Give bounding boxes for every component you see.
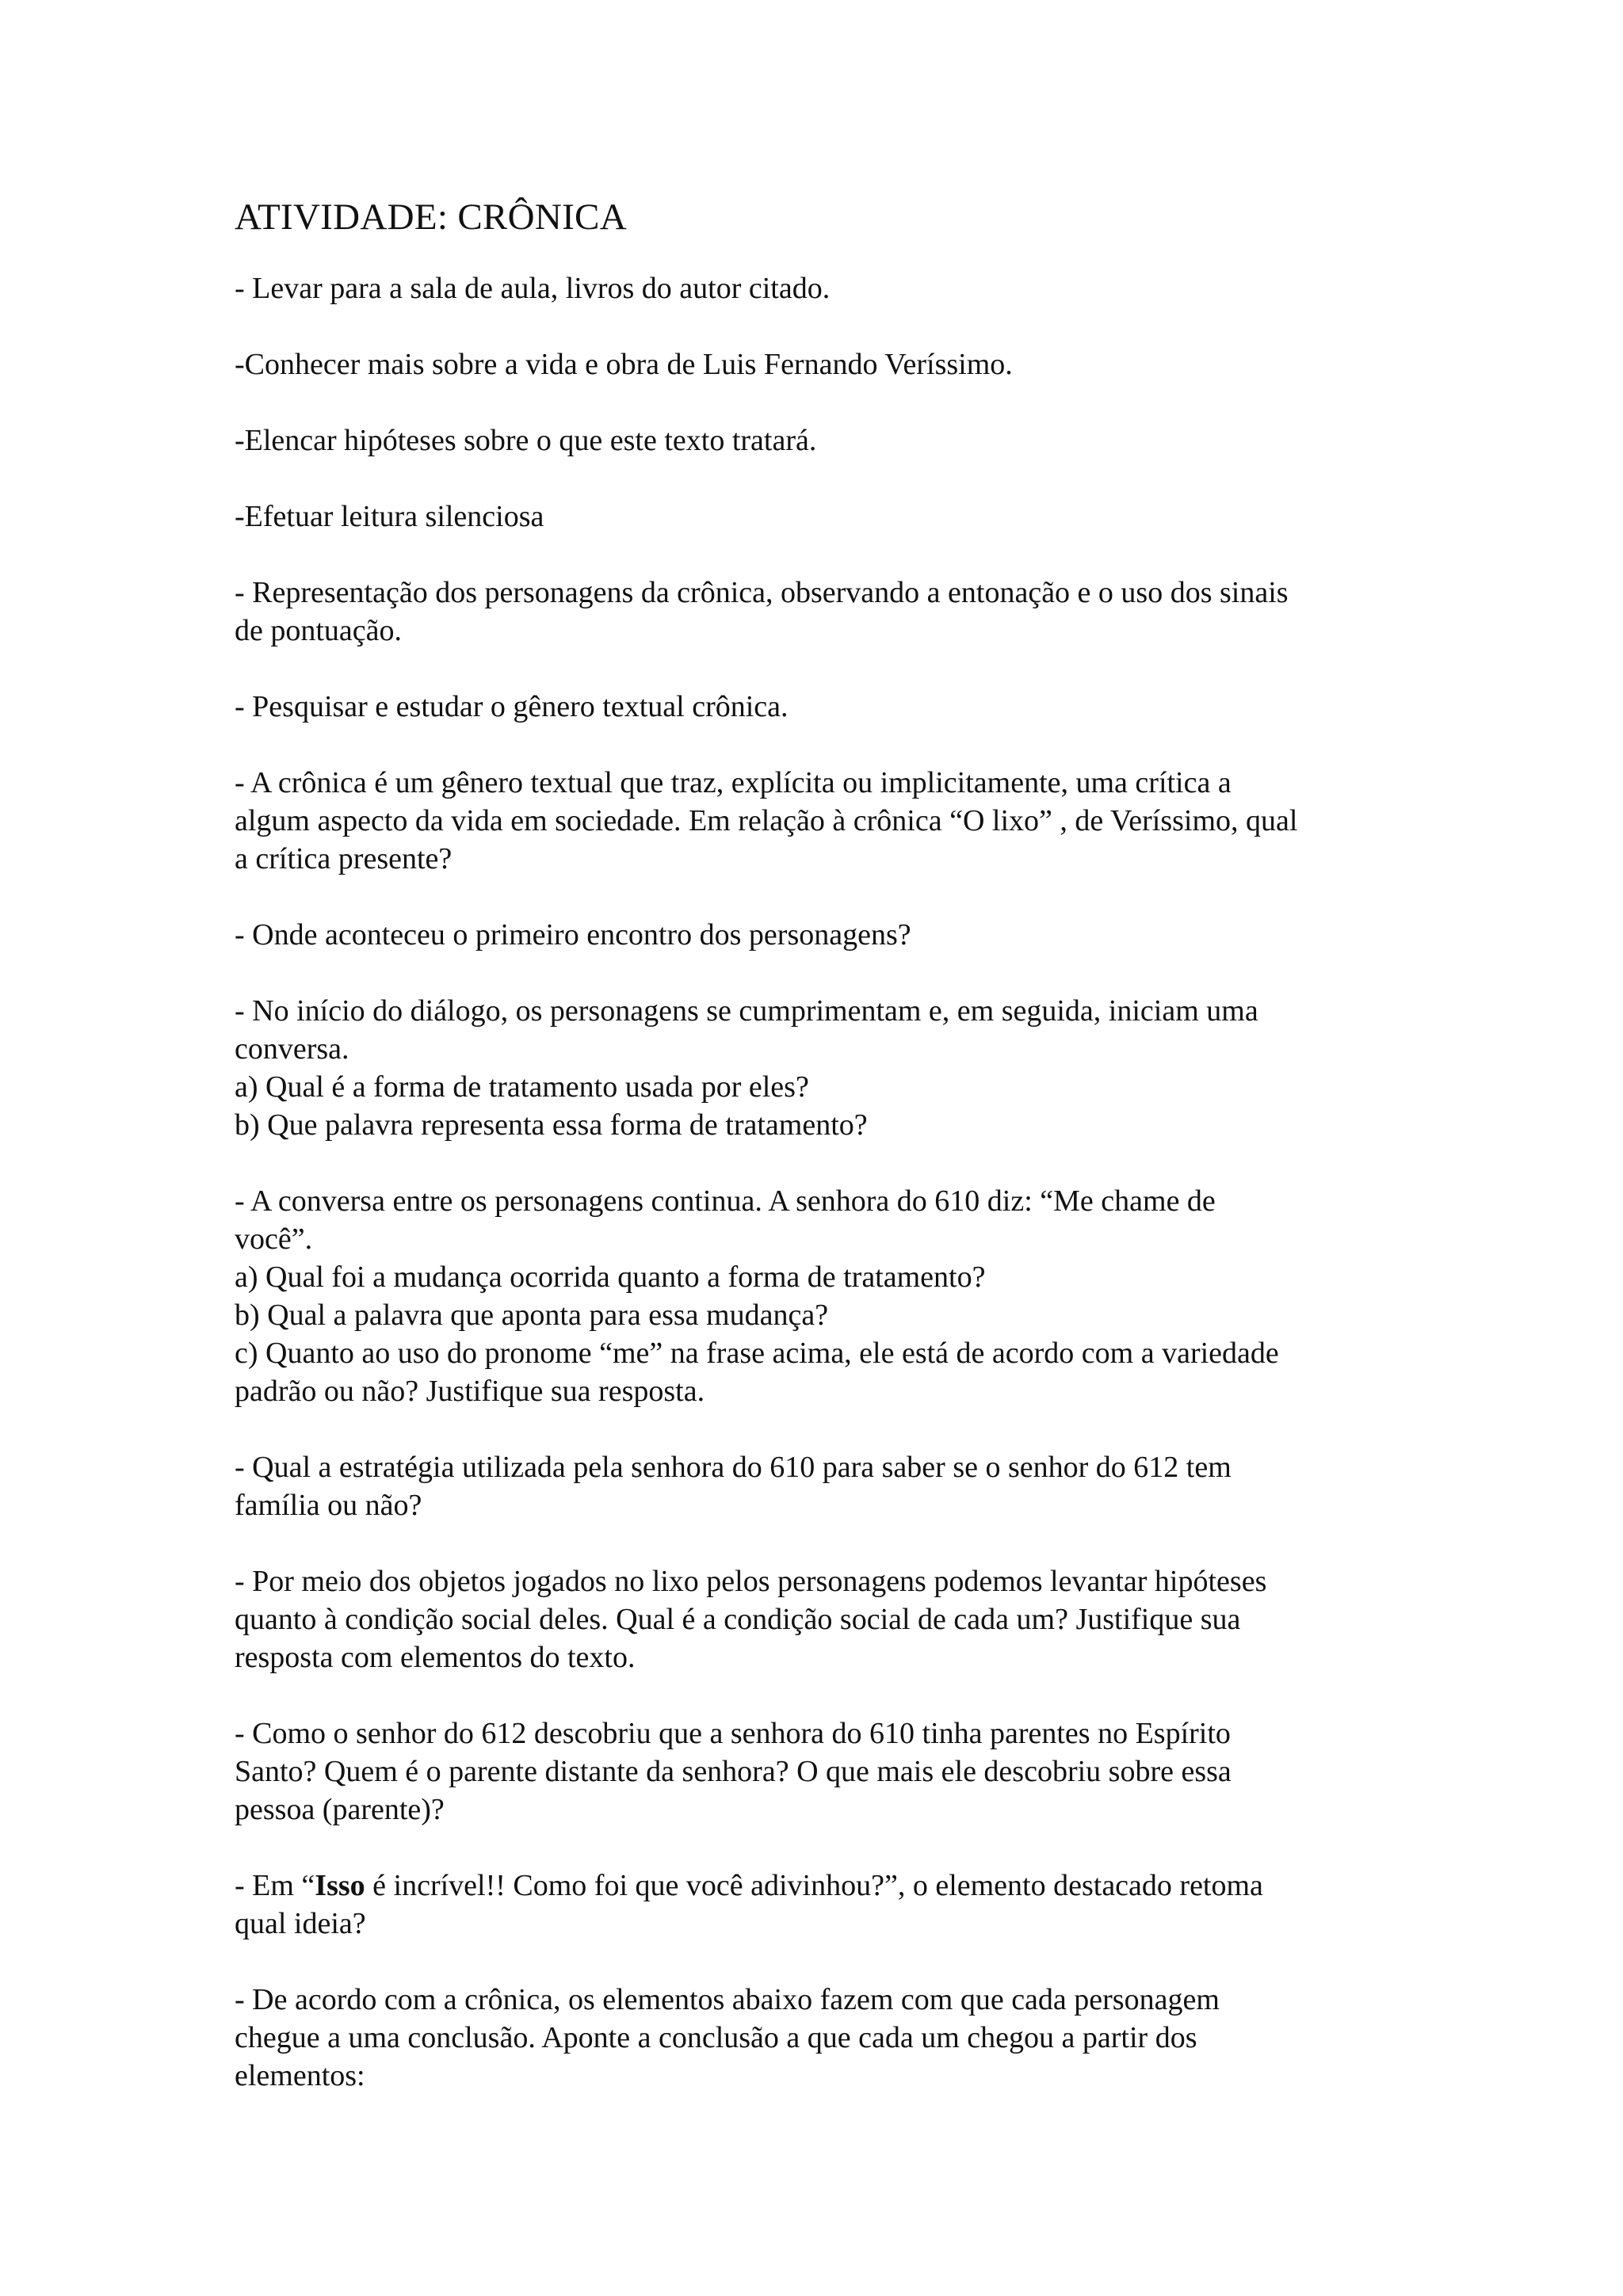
text-segment: é incrível!! Como foi que você adivinhou?”, o elemento destacado retoma bbox=[365, 1869, 1263, 1902]
text-line: família ou não? bbox=[235, 1489, 422, 1522]
paragraph bbox=[235, 1562, 1423, 1676]
paragraph bbox=[235, 574, 1423, 650]
paragraph bbox=[235, 1182, 1423, 1410]
text-line: -Efetuar leitura silenciosa bbox=[235, 500, 544, 533]
text-line: - Como o senhor do 612 descobriu que a senhora do 610 tinha parentes no Espírito bbox=[235, 1717, 1231, 1750]
text-line: algum aspecto da vida em sociedade. Em relação à crônica “O lixo” , de Veríssimo, qual bbox=[235, 804, 1298, 837]
paragraph bbox=[235, 498, 1423, 536]
text-line: padrão ou não? Justifique sua resposta. bbox=[235, 1375, 705, 1408]
document-page bbox=[235, 193, 1423, 2133]
text-line: - De acordo com a crônica, os elementos abaixo fazem com que cada personagem bbox=[235, 1983, 1220, 2016]
paragraph-final-question bbox=[235, 1981, 1423, 2095]
text-line: a) Qual é a forma de tratamento usada por eles? bbox=[235, 1070, 809, 1104]
text-line: - A conversa entre os personagens continua. A senhora do 610 diz: “Me chame de bbox=[235, 1184, 1216, 1218]
text-line: - Levar para a sala de aula, livros do autor citado. bbox=[235, 272, 831, 305]
text-line: chegue a uma conclusão. Aponte a conclusão a que cada um chegou a partir dos bbox=[235, 2021, 1197, 2054]
text-line: - No início do diálogo, os personagens se cumprimentam e, em seguida, iniciam uma bbox=[235, 994, 1258, 1028]
text-line: de pontuação. bbox=[235, 614, 403, 647]
text-line: - Qual a estratégia utilizada pela senhora do 610 para saber se o senhor do 612 tem bbox=[235, 1451, 1232, 1484]
bold-word: Isso bbox=[315, 1869, 365, 1902]
text-line: - A crônica é um gênero textual que traz, explícita ou implicitamente, uma crítica a bbox=[235, 766, 1232, 799]
text-line: conversa. bbox=[235, 1032, 349, 1066]
text-line: -Conhecer mais sobre a vida e obra de Luis Fernando Veríssimo. bbox=[235, 348, 1013, 381]
paragraph-isso-question bbox=[235, 1867, 1423, 1943]
text-line: resposta com elementos do texto. bbox=[235, 1641, 636, 1674]
text-segment: - Em “ bbox=[235, 1869, 315, 1902]
text-line: qual ideia? bbox=[235, 1907, 366, 1940]
paragraph bbox=[235, 421, 1423, 460]
text-line: a crítica presente? bbox=[235, 842, 453, 875]
text-line: - Pesquisar e estudar o gênero textual crônica. bbox=[235, 690, 789, 723]
text-line: c) Quanto ao uso do pronome “me” na frase acima, ele está de acordo com a variedade bbox=[235, 1337, 1279, 1370]
text-line: pessoa (parente)? bbox=[235, 1793, 445, 1826]
text-line: Santo? Quem é o parente distante da senhora? O que mais ele descobriu sobre essa bbox=[235, 1755, 1232, 1788]
paragraph bbox=[235, 269, 1423, 307]
paragraph bbox=[235, 992, 1423, 1144]
text-line: - Onde aconteceu o primeiro encontro dos personagens? bbox=[235, 918, 911, 952]
text-line: a) Qual foi a mudança ocorrida quanto a forma de tratamento? bbox=[235, 1261, 986, 1294]
text-line: b) Qual a palavra que aponta para essa mudança? bbox=[235, 1299, 829, 1332]
paragraph bbox=[235, 1448, 1423, 1524]
paragraph-list bbox=[235, 269, 1423, 1829]
text-line: você”. bbox=[235, 1222, 313, 1256]
paragraph bbox=[235, 916, 1423, 954]
text-line: - Representação dos personagens da crônica, observando a entonação e o uso dos sinais bbox=[235, 576, 1289, 609]
paragraph bbox=[235, 764, 1423, 878]
text-line bbox=[235, 1867, 1423, 1905]
text-line: quanto à condição social deles. Qual é a condição social de cada um? Justifique sua bbox=[235, 1603, 1241, 1636]
paragraph bbox=[235, 345, 1423, 383]
text-line: - Por meio dos objetos jogados no lixo pelos personagens podemos levantar hipóteses bbox=[235, 1565, 1267, 1598]
text-line: b) Que palavra representa essa forma de tratamento? bbox=[235, 1108, 868, 1142]
document-title: ATIVIDADE: CRÔNICA bbox=[235, 196, 627, 238]
paragraph bbox=[235, 688, 1423, 726]
text-line: -Elencar hipóteses sobre o que este texto tratará. bbox=[235, 424, 817, 457]
text-line: elementos: bbox=[235, 2059, 365, 2092]
paragraph bbox=[235, 1714, 1423, 1829]
